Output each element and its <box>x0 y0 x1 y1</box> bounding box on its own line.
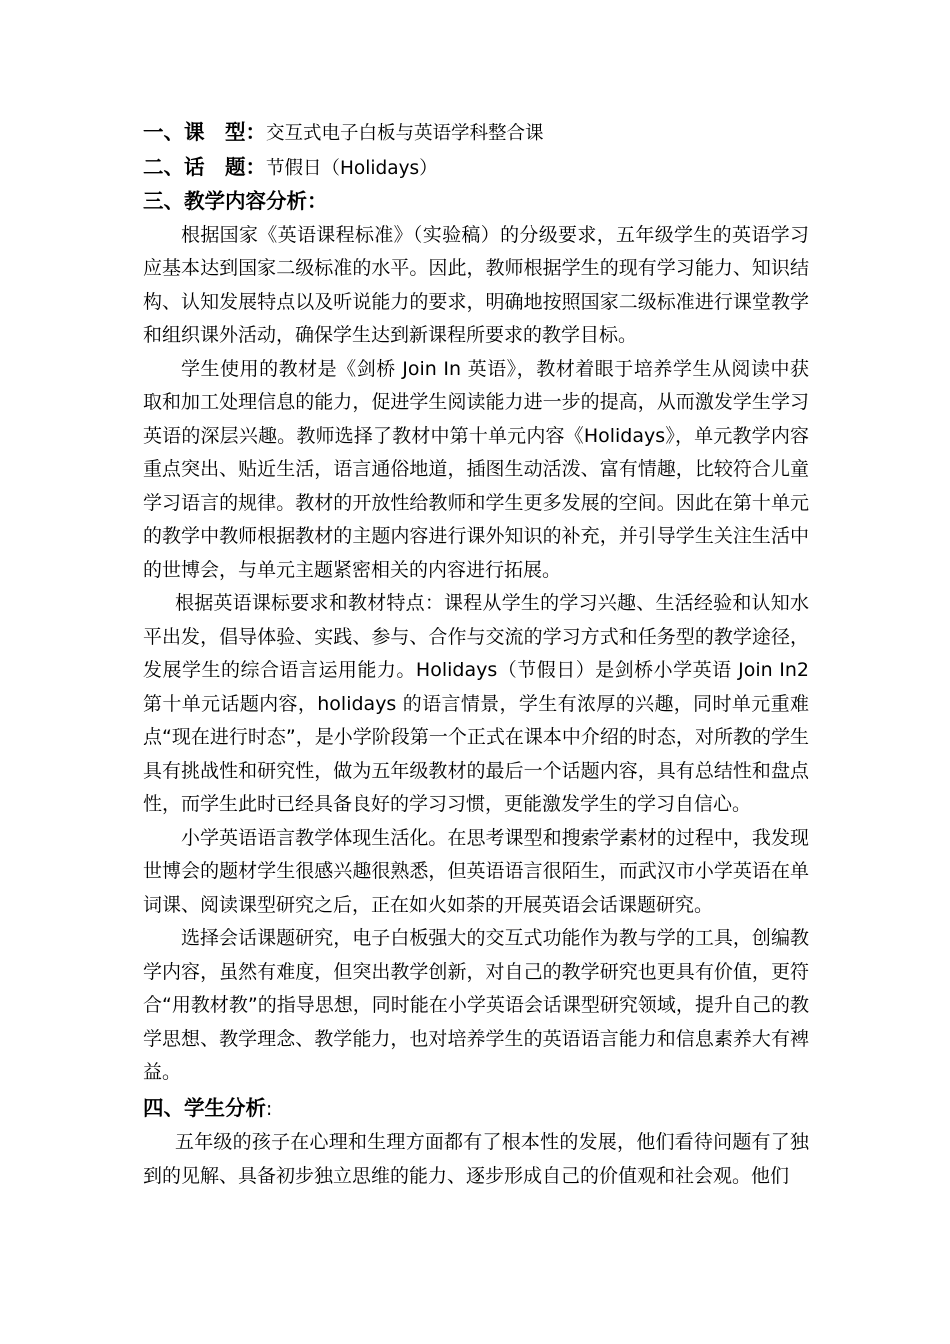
student-analysis-paragraph-1: 五年级的孩子在心理和生理方面都有了根本性的发展，他们看待问题有了独到的见解、具备初步独立思维的能力、逐步形成自己的价值观和社会观。他们 <box>143 1131 809 1187</box>
section-course-type-value: 交互式电子白板与英语学科整合课 <box>266 123 544 144</box>
section-content-analysis-heading <box>143 185 809 219</box>
content-analysis-paragraph-3: 根据英语课标要求和教材特点：课程从学生的学习兴趣、生活经验和认知水平出发，倡导体验、实践、参与、合作与交流的学习方式和任务型的教学途径，发展学生的综合语言运用能力。Holidays（节假日）是剑桥小学英语 Join In2 第十单元话题内容，holidays 的语言情景，学生有浓厚的兴趣，同时单元重难点“现在进行时态”，是小学阶段第一个正式在课本中介绍的时态，对所教的学生具有挑战性和研究性，做为五年级教材的最后一个话题内容，具有总结性和盘点性，而学生此时已经具备良好的学习习惯，更能激发学生的学习自信心。 <box>143 592 809 815</box>
section-topic-value: 节假日（Holidays） <box>266 157 438 179</box>
section-topic <box>143 151 809 186</box>
content-analysis-paragraph-2: 学生使用的教材是《剑桥 Join In 英语》，教材着眼于培养学生从阅读中获取和加工处理信息的能力，促进学生阅读能力进一步的提高，从而激发学生学习英语的深层兴趣。教师选择了教材中第十单元内容《Holidays》，单元教学内容重点突出、贴近生活，语言通俗地道，插图生动活泼、富有情趣，比较符合儿童学习语言的规律。教材的开放性给教师和学生更多发展的空间。因此在第十单元的教学中教师根据教材的主题内容进行课外知识的补充，并引导学生关注生活中的世博会，与单元主题紧密相关的内容进行拓展。 <box>143 357 809 581</box>
section-course-type <box>143 116 809 151</box>
section-student-analysis-label: 四、学生分析 <box>143 1095 266 1120</box>
content-analysis-paragraph-4: 小学英语语言教学体现生活化。在思考课型和搜索学素材的过程中，我发现世博会的题材学生很感兴趣很熟悉，但英语语言很陌生，而武汉市小学英语在单词课、阅读课型研究之后，正在如火如荼的开展英语会话课题研究。 <box>143 826 809 916</box>
content-analysis-paragraph-5: 选择会话课题研究，电子白板强大的交互式功能作为教与学的工具，创编教学内容，虽然有难度，但突出教学创新，对自己的教学研究也更具有价值，更符合“用教材教”的指导思想，同时能在小学英语会话课型研究领域，提升自己的教学思想、教学理念、教学能力，也对培养学生的英语语言能力和信息素养大有裨益。 <box>143 927 809 1083</box>
section-student-analysis-heading <box>143 1092 809 1127</box>
document-body <box>143 116 809 1193</box>
section-content-analysis-label: 三、教学内容分析： <box>143 189 328 213</box>
content-analysis-paragraph-1: 根据国家《英语课程标准》（实验稿）的分级要求，五年级学生的英语学习应基本达到国家二级标准的水平。因此，教师根据学生的现有学习能力、知识结构、认知发展特点以及听说能力的要求，明确地按照国家二级标准进行课堂教学和组织课外活动，确保学生达到新课程所要求的教学目标。 <box>143 223 809 346</box>
section-student-analysis-colon: : <box>266 1098 273 1120</box>
section-topic-label: 二、话 题： <box>143 154 266 179</box>
section-course-type-label: 一、课 型： <box>143 120 266 144</box>
